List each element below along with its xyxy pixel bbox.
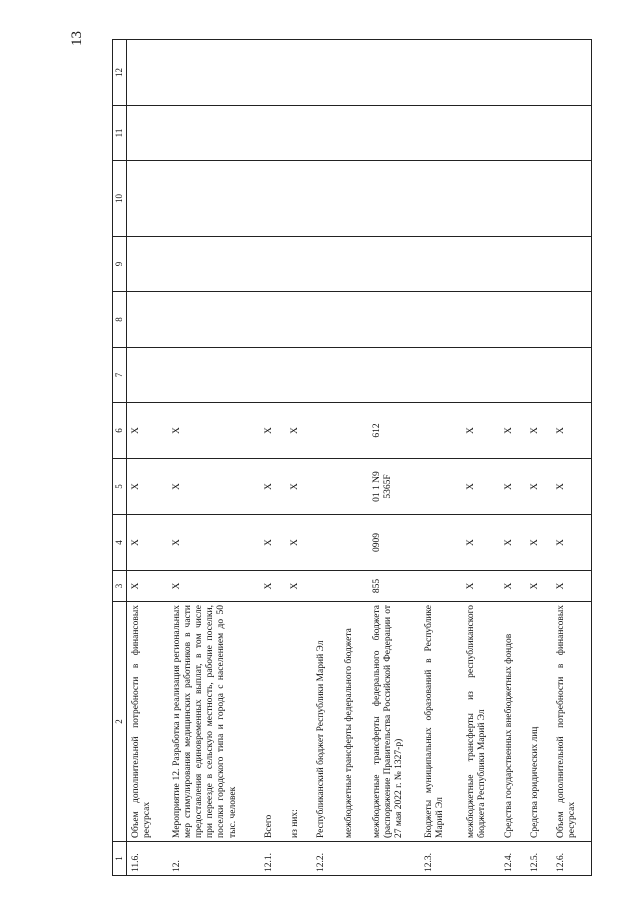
cell-col9 [127,237,168,292]
cell-col8 [312,292,340,348]
cell-col12 [260,40,286,106]
cell-col5: X [552,459,592,515]
cell-col3: X [462,571,500,602]
cell-col11 [260,106,286,161]
row-number [368,842,420,876]
header-row [113,40,127,876]
cell-col7 [500,348,526,403]
table-row [260,40,286,876]
cell-col9 [368,237,420,292]
cell-col8 [127,292,168,348]
row-name: Объем дополнительной потребности в финансовых ресурсах [127,602,168,842]
cell-col9 [312,237,340,292]
row-number: 12.5. [526,842,552,876]
row-number [286,842,312,876]
header-cell: 12 [113,40,127,106]
cell-col8 [286,292,312,348]
cell-col9 [340,237,368,292]
cell-col7 [127,348,168,403]
row-name: Объем дополнительной потребности в финансовых ресурсах [552,602,592,842]
cell-col8 [340,292,368,348]
cell-col9 [552,237,592,292]
cell-col10 [340,161,368,237]
cell-col4: X [127,515,168,571]
cell-col3: X [260,571,286,602]
cell-col10 [462,161,500,237]
header-cell: 9 [113,237,127,292]
cell-col7 [368,348,420,403]
cell-col3: 855 [368,571,420,602]
cell-col7 [526,348,552,403]
rotated-table-wrapper [112,40,582,876]
cell-col10 [368,161,420,237]
cell-col5 [420,459,462,515]
cell-col7 [286,348,312,403]
cell-col8 [552,292,592,348]
header-cell: 10 [113,161,127,237]
cell-col6: X [500,403,526,459]
cell-col9 [420,237,462,292]
table-row [368,40,420,876]
row-number [340,842,368,876]
header-cell: 6 [113,403,127,459]
cell-col8 [420,292,462,348]
cell-col7 [168,348,260,403]
header-cell: 5 [113,459,127,515]
table-row [462,40,500,876]
cell-col7 [260,348,286,403]
cell-col3: X [168,571,260,602]
cell-col6: X [168,403,260,459]
cell-col6: X [552,403,592,459]
cell-col11 [552,106,592,161]
cell-col4: X [552,515,592,571]
cell-col4 [340,515,368,571]
cell-col5 [340,459,368,515]
cell-col10 [286,161,312,237]
table-row [286,40,312,876]
table-row [340,40,368,876]
header-cell: 2 [113,602,127,842]
cell-col9 [526,237,552,292]
row-number: 12.2. [312,842,340,876]
cell-col11 [340,106,368,161]
cell-col3 [420,571,462,602]
cell-col7 [340,348,368,403]
table-row [500,40,526,876]
row-name: Бюджеты муниципальных образований в Республике Марий Эл [420,602,462,842]
cell-col4 [420,515,462,571]
cell-col6: 612 [368,403,420,459]
header-cell: 1 [113,842,127,876]
cell-col10 [526,161,552,237]
cell-col4: X [462,515,500,571]
row-name: Средства юридических лиц [526,602,552,842]
row-name: Средства государственных внебюджетных фондов [500,602,526,842]
cell-col7 [312,348,340,403]
cell-col4: X [260,515,286,571]
cell-col12 [420,40,462,106]
cell-col5: 01 1 N9 5365F [368,459,420,515]
row-name: из них: [286,602,312,842]
cell-col10 [127,161,168,237]
cell-col12 [526,40,552,106]
cell-col5: X [286,459,312,515]
cell-col10 [168,161,260,237]
cell-col4: X [526,515,552,571]
table-row [127,40,168,876]
cell-col7 [552,348,592,403]
cell-col3: X [526,571,552,602]
cell-col9 [168,237,260,292]
row-number: 12.4. [500,842,526,876]
header-cell: 7 [113,348,127,403]
cell-col4 [312,515,340,571]
table-row [420,40,462,876]
table-row [526,40,552,876]
cell-col11 [286,106,312,161]
header-cell: 11 [113,106,127,161]
cell-col11 [526,106,552,161]
row-name: межбюджетные трансферты из республиканского бюджета Республики Марий Эл [462,602,500,842]
table-row [312,40,340,876]
cell-col5 [312,459,340,515]
cell-col9 [462,237,500,292]
cell-col6 [340,403,368,459]
cell-col3: X [500,571,526,602]
cell-col12 [462,40,500,106]
cell-col4: 0909 [368,515,420,571]
row-name: межбюджетные трансферты федерального бюджета (распоряжение Правительства Российской Федерации от 27 мая 2022 г. № 1327-р) [368,602,420,842]
cell-col12 [127,40,168,106]
cell-col8 [168,292,260,348]
cell-col6: X [286,403,312,459]
cell-col6 [420,403,462,459]
header-cell: 3 [113,571,127,602]
cell-col10 [500,161,526,237]
cell-col3: X [286,571,312,602]
cell-col8 [526,292,552,348]
cell-col12 [312,40,340,106]
cell-col12 [552,40,592,106]
cell-col11 [168,106,260,161]
row-number: 12.3. [420,842,462,876]
cell-col4: X [500,515,526,571]
cell-col12 [500,40,526,106]
cell-col3: X [127,571,168,602]
header-cell: 4 [113,515,127,571]
cell-col6: X [127,403,168,459]
cell-col9 [500,237,526,292]
row-name: Всего [260,602,286,842]
table-row [552,40,592,876]
row-number: 12.6. [552,842,592,876]
cell-col11 [500,106,526,161]
row-name: Республиканский бюджет Республики Марий Эл [312,602,340,842]
cell-col8 [462,292,500,348]
cell-col6: X [260,403,286,459]
cell-col5: X [500,459,526,515]
cell-col5: X [260,459,286,515]
cell-col4: X [168,515,260,571]
cell-col10 [312,161,340,237]
cell-col3 [340,571,368,602]
cell-col11 [312,106,340,161]
row-number: 12.1. [260,842,286,876]
cell-col11 [462,106,500,161]
cell-col6: X [462,403,500,459]
cell-col8 [500,292,526,348]
budget-table [112,39,592,876]
cell-col6: X [526,403,552,459]
cell-col9 [260,237,286,292]
cell-col12 [286,40,312,106]
cell-col5: X [168,459,260,515]
cell-col3 [312,571,340,602]
cell-col7 [462,348,500,403]
cell-col8 [368,292,420,348]
cell-col12 [168,40,260,106]
cell-col11 [127,106,168,161]
cell-col5: X [127,459,168,515]
cell-col12 [340,40,368,106]
page-number: 13 [69,31,85,46]
cell-col5: X [462,459,500,515]
cell-col10 [552,161,592,237]
row-number: 12. [168,842,260,876]
row-name: межбюджетные трансферты федерального бюджета [340,602,368,842]
table-row [168,40,260,876]
row-name: Мероприятие 12. Разработка и реализация региональных мер стимулирования медицинских работников в части предоставления единовременных выплат, в том числе при переезде в сельскую местность, рабочие поселки, поселки городского типа и города с населением до 50 тыс. человек [168,602,260,842]
row-number: 11.6. [127,842,168,876]
cell-col10 [260,161,286,237]
cell-col5: X [526,459,552,515]
row-number [462,842,500,876]
cell-col12 [368,40,420,106]
cell-col3: X [552,571,592,602]
cell-col7 [420,348,462,403]
header-cell: 8 [113,292,127,348]
cell-col6 [312,403,340,459]
cell-col9 [286,237,312,292]
cell-col4: X [286,515,312,571]
cell-col10 [420,161,462,237]
cell-col11 [420,106,462,161]
cell-col8 [260,292,286,348]
cell-col11 [368,106,420,161]
